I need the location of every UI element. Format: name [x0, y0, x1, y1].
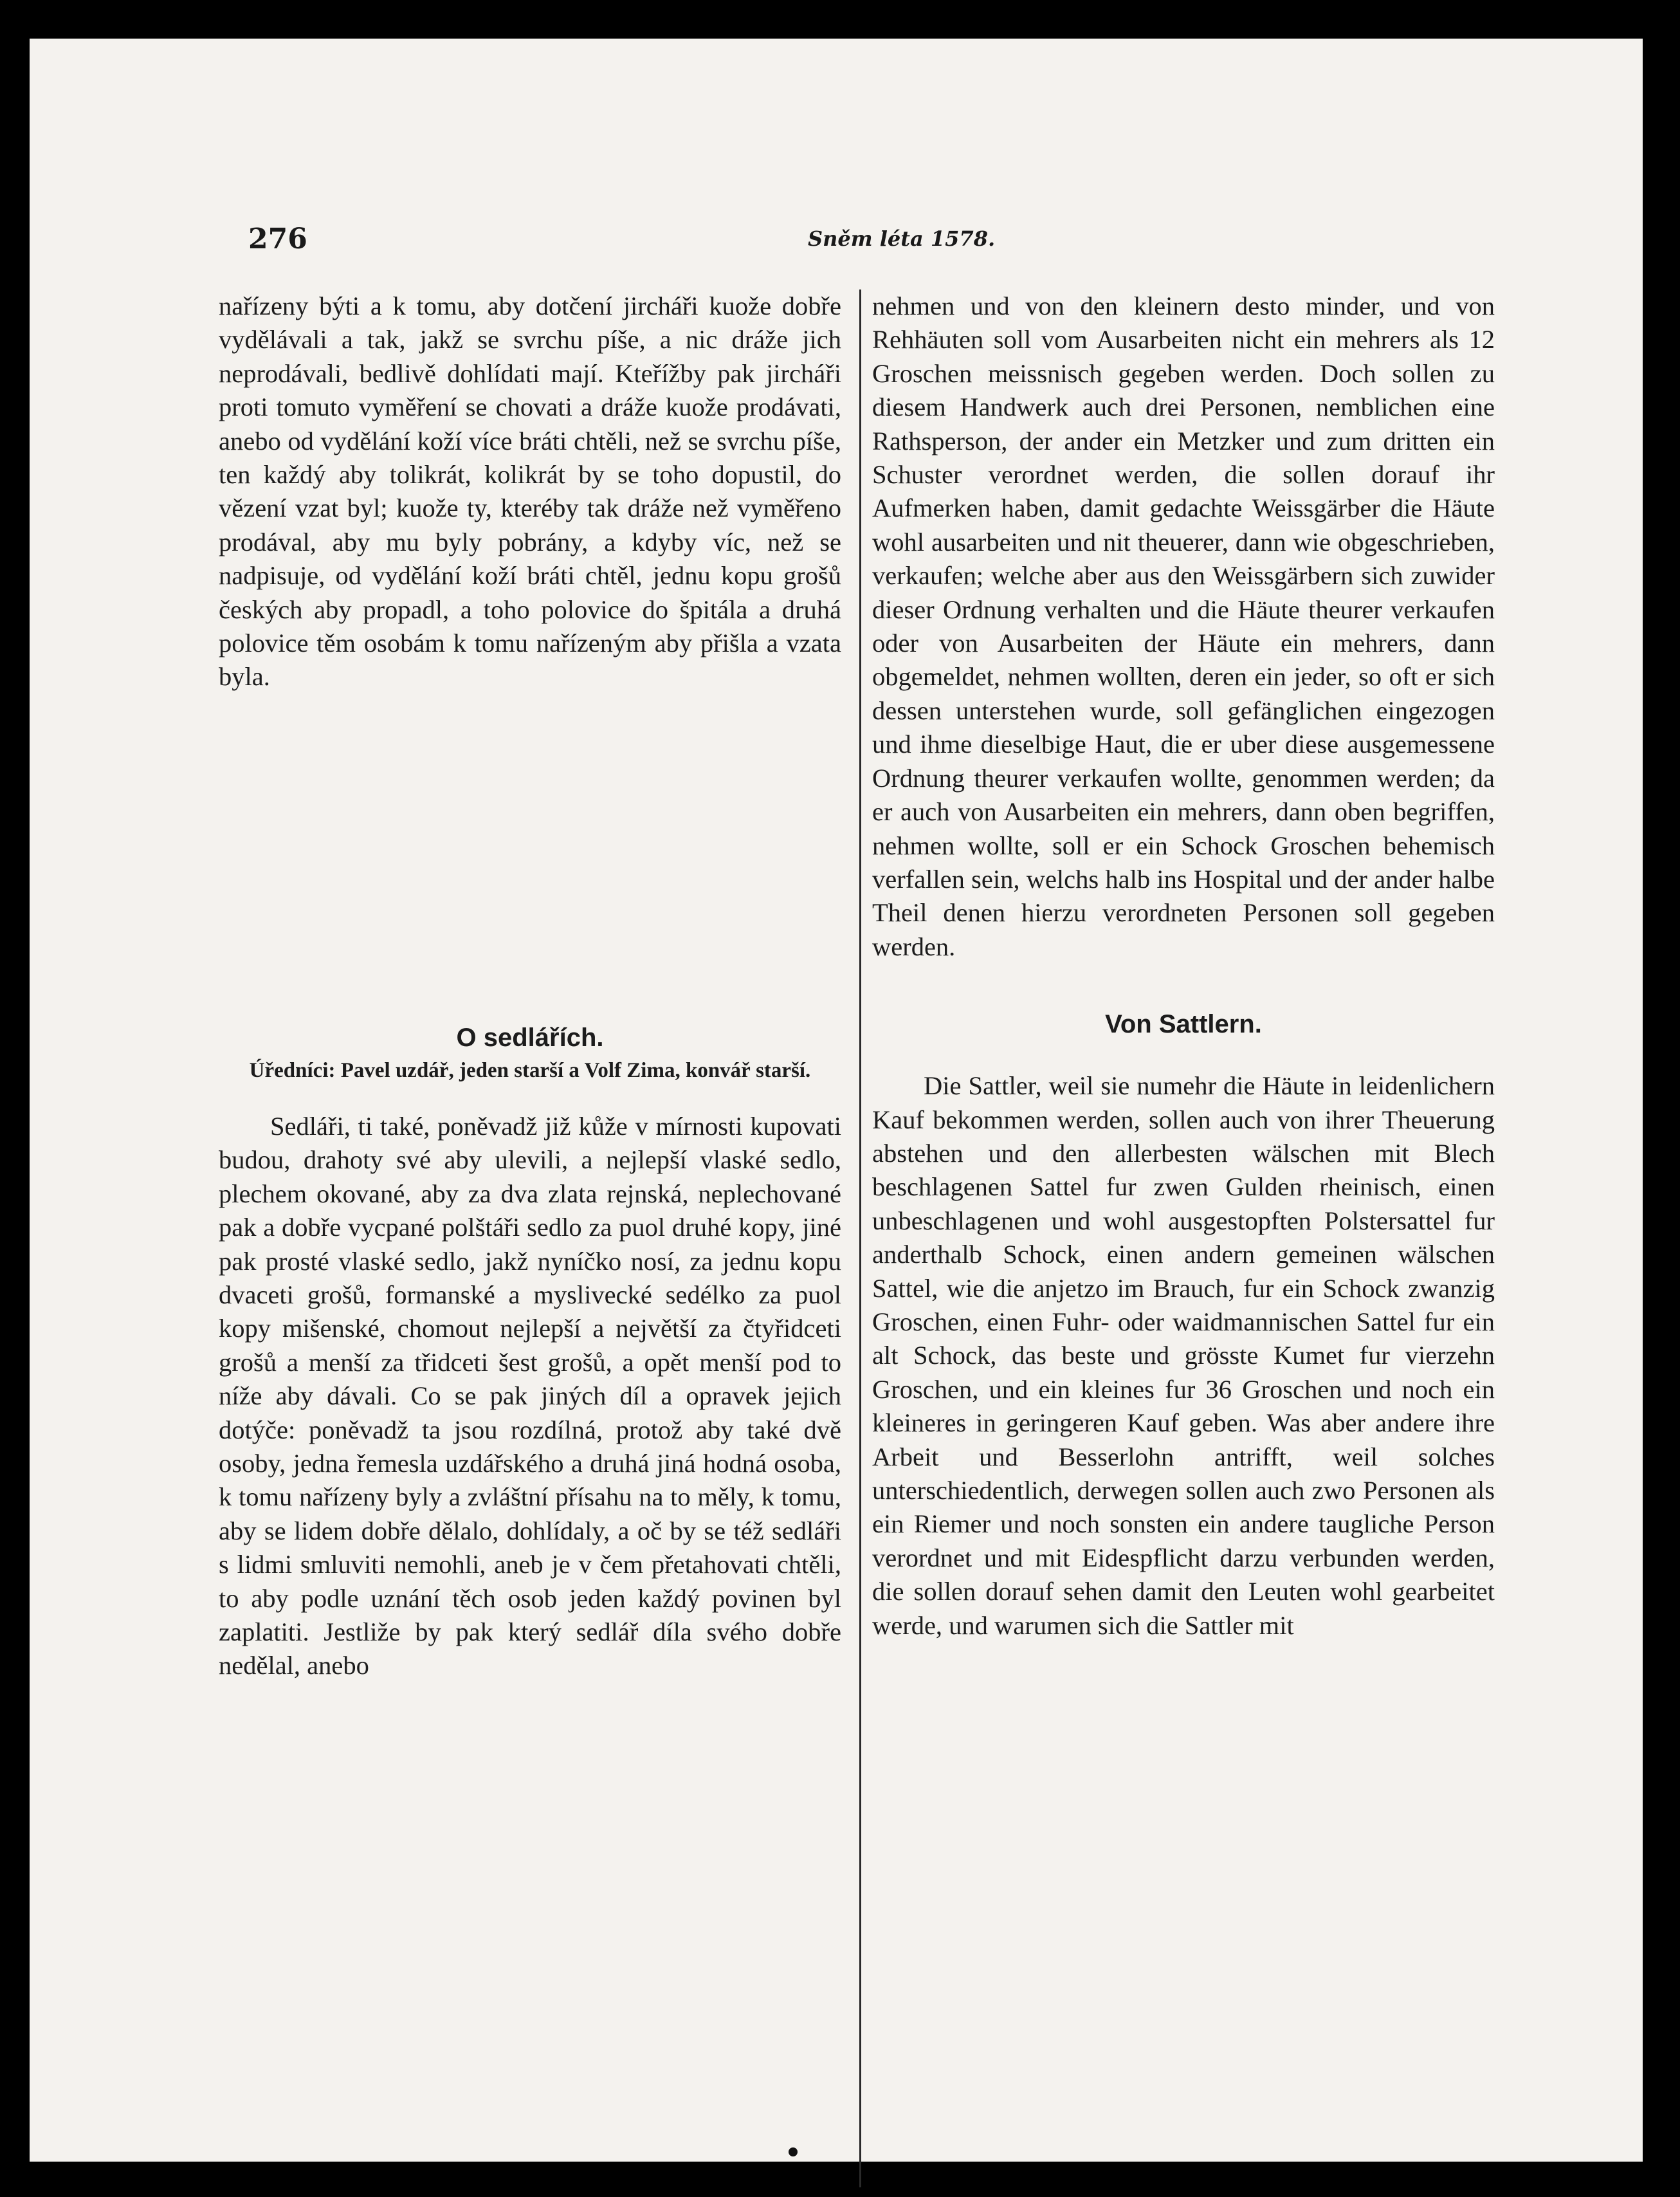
right-section-heading: Von Sattlern. [1105, 1010, 1262, 1039]
officials-note: Úředníci: Pavel uzdář, jeden starší a Volf Zima, konvář starší. [249, 1058, 811, 1082]
right-paragraph-2: Die Sattler, weil sie numehr die Häute in leidenlichern Kauf bekommen werden, sollen auch von ihrer Theuerung abstehen und den allerbesten wälschen mit Blech beschlagenen Sattel fur zwen Gulden rheinisch, einen unbeschlagenen und wohl ausgestopften Polstersattel fur anderthalb Schock, einen andern gemeinen wälschen Sattel, wie die anjetzo im Brauch, fur ein Schock zwanzig Groschen, einen Fuhr- oder waidmannischen Sattel fur ein alt Schock, das beste und grösste Kumet fur vierzehn Groschen, und ein kleines fur 36 Groschen und noch ein kleineres in geringeren Kauf geben. Was aber andere ihre Arbeit und Besserlohn antrifft, weil solches unterschiedentlich, derwegen sollen auch zwo Personen als ein Riemer und noch sonsten ein andere taugliche Person verordnet und mit Eidespflicht darzu verbunden werden, die sollen dorauf sehen damit den Leuten wohl gearbeitet werde, und warumen sich die Sattler mit [872, 1071, 1495, 1640]
right-paragraph-1: nehmen und von den kleinern desto minder, und von Rehhäuten soll vom Ausarbeiten nicht ein mehrers als 12 Groschen meissnisch gegeben werden. Doch sollen zu diesem Handwerk auch drei Personen, nemblichen eine Rathsperson, der ander ein Metzker und zum dritten ein Schuster verordnet werden, die sollen dorauf ihr Aufmerken haben, damit gedachte Weissgärber die Häute wohl ausarbeiten und nit theuerer, dann wie obgeschrieben, verkaufen; welche aber aus den Weissgärbern sich zuwider dieser Ordnung verhalten und die Häute theurer verkaufen oder von Ausarbeiten der Häute ein mehrers, dann obgemeldet, nehmen wollten, deren ein jeder, so oft er sich dessen unterstehen wurde, soll gefänglichen eingezogen und ihme dieselbige Haut, die er uber diese ausgemessene Ordnung theurer verkaufen wollte, genommen werden; da er auch von Ausarbeiten ein mehrers, dann oben begriffen, nehmen wollte, soll er ein Schock Groschen behemisch verfallen sein, welchs halb ins Hospital und der ander halbe Theil denen hierzu verordneten Personen soll gegeben werden. [872, 291, 1495, 961]
right-gap [872, 1043, 1495, 1069]
page-header [248, 223, 1520, 261]
right-column-german [872, 290, 1495, 1642]
page-number: 276 [248, 223, 307, 255]
running-title: Sněm léta 1578. [808, 226, 996, 251]
left-section-heading: O sedlářích. [456, 1023, 604, 1052]
bottom-dot-mark [789, 2147, 798, 2156]
column-divider [859, 290, 861, 2187]
left-paragraph-1: nařízeny býti a k tomu, aby dotčení jircháři kuože dobře vydělávali a tak, jakž se svrchu píše, a nic dráže jich neprodávali, bedlivě dohlídati mají. Kteřížby pak jircháři proti tomuto vyměření se chovati a dráže kuože prodávati, anebo od vydělání koží více bráti chtěli, než se svrchu píše, ten každý aby tolikrát, kolikrát by se toho dopustil, do vězení vzat byl; kuože ty, kteréby tak dráže než vyměřeno prodával, aby mu byly pobrány, a kdyby víc, než se nadpisuje, od vydělání koží bráti chtěl, jednu kopu grošů českých aby propadl, a toho polovice do špitála a druhá polovice těm osobám k tomu nařízeným aby přišla a vzata byla. [219, 291, 841, 692]
left-paragraph-2: Sedláři, ti také, poněvadž již kůže v mírnosti kupovati budou, drahoty své aby ulevili, a nejlepší vlaské sedlo, plechem okované, aby za dva zlata rejnská, neplechované pak a dobře vycpané polštáři sedlo za puol druhé kopy, jiné pak prosté vlaské sedlo, jakž nyníčko nosí, za jednu kopu dvaceti grošů, formanské a myslivecké sedélko za puol kopy mišenské, chomout nejlepší a největší za čtyřidceti grošů a menší za třidceti šest grošů, a opět menší pod to níže aby dávali. Co se pak jiných díl a opravek jejich dotýče: poněvadž ta jsou rozdílná, protož aby také dvě osoby, jedna řemesla uzdářského a druhá jiná hodná osoba, k tomu nařízeny byly a zvláštní přísahu na to měly, k tomu, aby se lidem dobře dělalo, dohlídaly, a oč by se též sedláři s lidmi smluviti nemohli, aneb je v čem přetahovati chtěli, to aby podle uznání těch osob jeden každý povinen byl zaplatiti. Jestliže by pak který sedlář díla svého dobře nedělal, anebo [219, 1111, 841, 1680]
right-spacer [872, 964, 1495, 1005]
left-gap [219, 1084, 841, 1110]
left-column-czech [219, 290, 841, 1683]
left-spacer [219, 694, 841, 1018]
